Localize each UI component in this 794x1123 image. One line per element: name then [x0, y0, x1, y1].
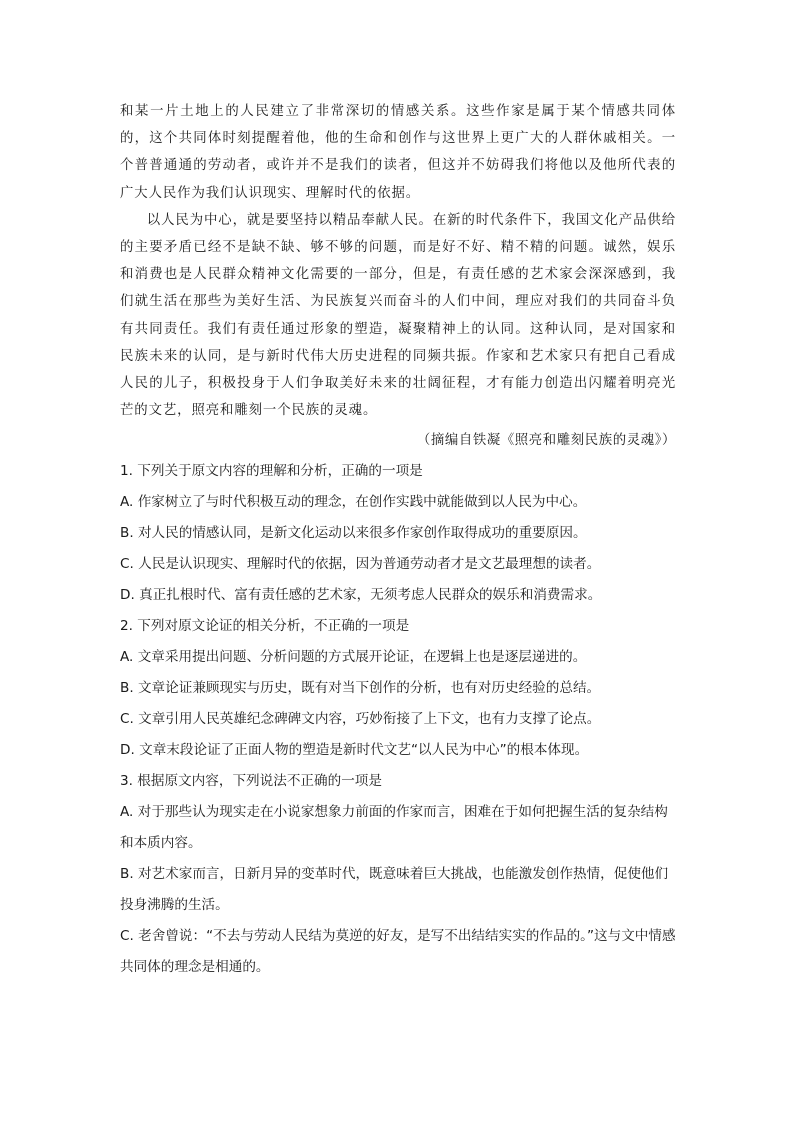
question-option-d: D. 真正扎根时代、富有责任感的艺术家，无须考虑人民群众的娱乐和消费需求。 — [120, 587, 602, 604]
question-3 — [120, 766, 676, 983]
passage-paragraph-2: 以人民为中心，就是要坚持以精品奉献人民。在新的时代条件下，我国文化产品供给的主要矛盾已经不是缺不缺、够不够的问题，而是好不好、精不精的问题。诚然，娱乐和消费也是人民群众精神文化需要的一部分，但是，有责任感的艺术家会深深感到，我们就生活在那些为美好生活、为民族复兴而奋斗的人们中间，理应对我们的共同奋斗负有共同责任。我们有责任通过形象的塑造，凝聚精神上的认同。这种认同，是对国家和民族未来的认同，是与新时代伟大历史进程的同频共振。作家和艺术家只有把自己看成人民的儿子，积极投身于人们争取美好未来的壮阔征程，才有能力创造出闪耀着明亮光芒的文艺，照亮和雕刻一个民族的灵魂。 — [120, 212, 676, 419]
question-option-d: D. 文章末段论证了正面人物的塑造是新时代文艺“以人民为中心”的根本体现。 — [120, 742, 589, 759]
question-option-b: B. 对人民的情感认同，是新文化运动以来很多作家创作取得成功的重要原因。 — [120, 525, 587, 542]
document-page — [120, 98, 676, 983]
question-option-b: B. 文章论证兼顾现实与历史，既有对当下创作的分析，也有对历史经验的总结。 — [120, 680, 601, 697]
question-option-a: A. 作家树立了与时代积极互动的理念，在创作实践中就能做到以人民为中心。 — [120, 494, 587, 511]
question-option-c: C. 文章引用人民英雄纪念碑碑文内容，巧妙衔接了上下文，也有力支撑了论点。 — [120, 711, 601, 728]
question-stem: 2. 下列对原文论证的相关分析，不正确的一项是 — [120, 618, 410, 635]
question-stem: 1. 下列关于原文内容的理解和分析，正确的一项是 — [120, 463, 423, 480]
question-1 — [120, 456, 676, 611]
question-2 — [120, 611, 676, 766]
question-stem: 3. 根据原文内容，下列说法不正确的一项是 — [120, 773, 382, 790]
question-option-b: B. 对艺术家而言，日新月异的变革时代，既意味着巨大挑战，也能激发创作热情，促使他们投身沸腾的生活。 — [120, 866, 669, 914]
passage-source: （摘编自铁凝《照亮和雕刻民族的灵魂》） — [416, 433, 676, 449]
question-option-c: C. 人民是认识现实、理解时代的依据，因为普通劳动者才是文艺最理想的读者。 — [120, 556, 601, 573]
passage-paragraph-1: 和某一片土地上的人民建立了非常深切的情感关系。这些作家是属于某个情感共同体的，这个共同体时刻提醒着他，他的生命和创作与这世界上更广大的人群休戚相关。一个普普通通的劳动者，或许并不是我们的读者，但这并不妨碍我们将他以及他所代表的广大人民作为我们认识现实、理解时代的依据。 — [120, 104, 676, 201]
question-option-a: A. 对于那些认为现实走在小说家想象力前面的作家而言，困难在于如何把握生活的复杂结构和本质内容。 — [120, 804, 668, 852]
question-option-a: A. 文章采用提出问题、分析问题的方式展开论证，在逻辑上也是逐层递进的。 — [120, 649, 587, 666]
question-option-c: C. 老舍曾说：“不去与劳动人民结为莫逆的好友，是写不出结结实实的作品的。”这与文中情感共同体的理念是相通的。 — [120, 928, 676, 976]
question-list — [120, 456, 676, 983]
